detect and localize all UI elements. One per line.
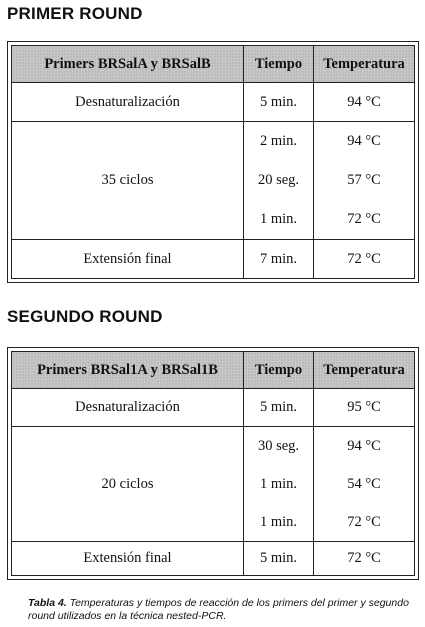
time-cell: 20 seg. [257,172,300,188]
header-tiempo: Tiempo [244,352,314,389]
temp-stack [314,427,414,541]
step-cell: Extensión final [12,542,244,576]
table-header-row [12,46,415,83]
temp-cell: 94 °C [347,438,381,454]
time-cell: 5 min. [244,389,314,427]
table-row [12,83,415,122]
header-primers: Primers BRSalA y BRSalB [12,46,244,83]
temp-cell: 72 °C [314,542,415,576]
time-cell: 1 min. [259,211,298,227]
header-primers: Primers BRSal1A y BRSal1B [12,352,244,389]
header-temperatura: Temperatura [314,352,415,389]
temp-cell: 72 °C [347,211,381,227]
temp-cell: 95 °C [314,389,415,427]
temp-cell: 72 °C [314,240,415,279]
step-cell: 20 ciclos [12,427,244,542]
step-cell: Extensión final [12,240,244,279]
header-tiempo: Tiempo [244,46,314,83]
step-cell: Desnaturalización [12,83,244,122]
time-stack [244,122,313,239]
time-cell: 2 min. [259,133,298,149]
table-row [12,427,415,542]
time-cell: 30 seg. [257,438,300,454]
segundo-round-title: SEGUNDO ROUND [7,307,163,326]
segundo-round-table [7,347,419,580]
temp-stack [314,122,414,239]
temp-cell: 94 °C [314,83,415,122]
table-row [12,389,415,427]
time-cell: 5 min. [244,83,314,122]
temp-cell: 54 °C [347,476,381,492]
step-cell: Desnaturalización [12,389,244,427]
temp-cell: 72 °C [347,514,381,530]
header-temperatura: Temperatura [314,46,415,83]
primer-round-title: PRIMER ROUND [7,4,143,23]
temp-cell: 57 °C [347,172,381,188]
time-cell: 5 min. [244,542,314,576]
caption-text: Temperaturas y tiempos de reacción de los primers del primer y segundo round utilizados en la técnica nested-PCR. [28,597,409,622]
temp-cell: 94 °C [347,133,381,149]
table-row [12,240,415,279]
table-row [12,122,415,240]
time-cell: 7 min. [244,240,314,279]
caption-label: Tabla 4. [28,597,67,609]
time-cell: 1 min. [259,514,298,530]
table-header-row [12,352,415,389]
table-row [12,542,415,576]
time-stack [244,427,313,541]
table-caption [28,597,418,623]
primer-round-table [7,41,419,283]
time-cell: 1 min. [259,476,298,492]
step-cell: 35 ciclos [12,122,244,240]
